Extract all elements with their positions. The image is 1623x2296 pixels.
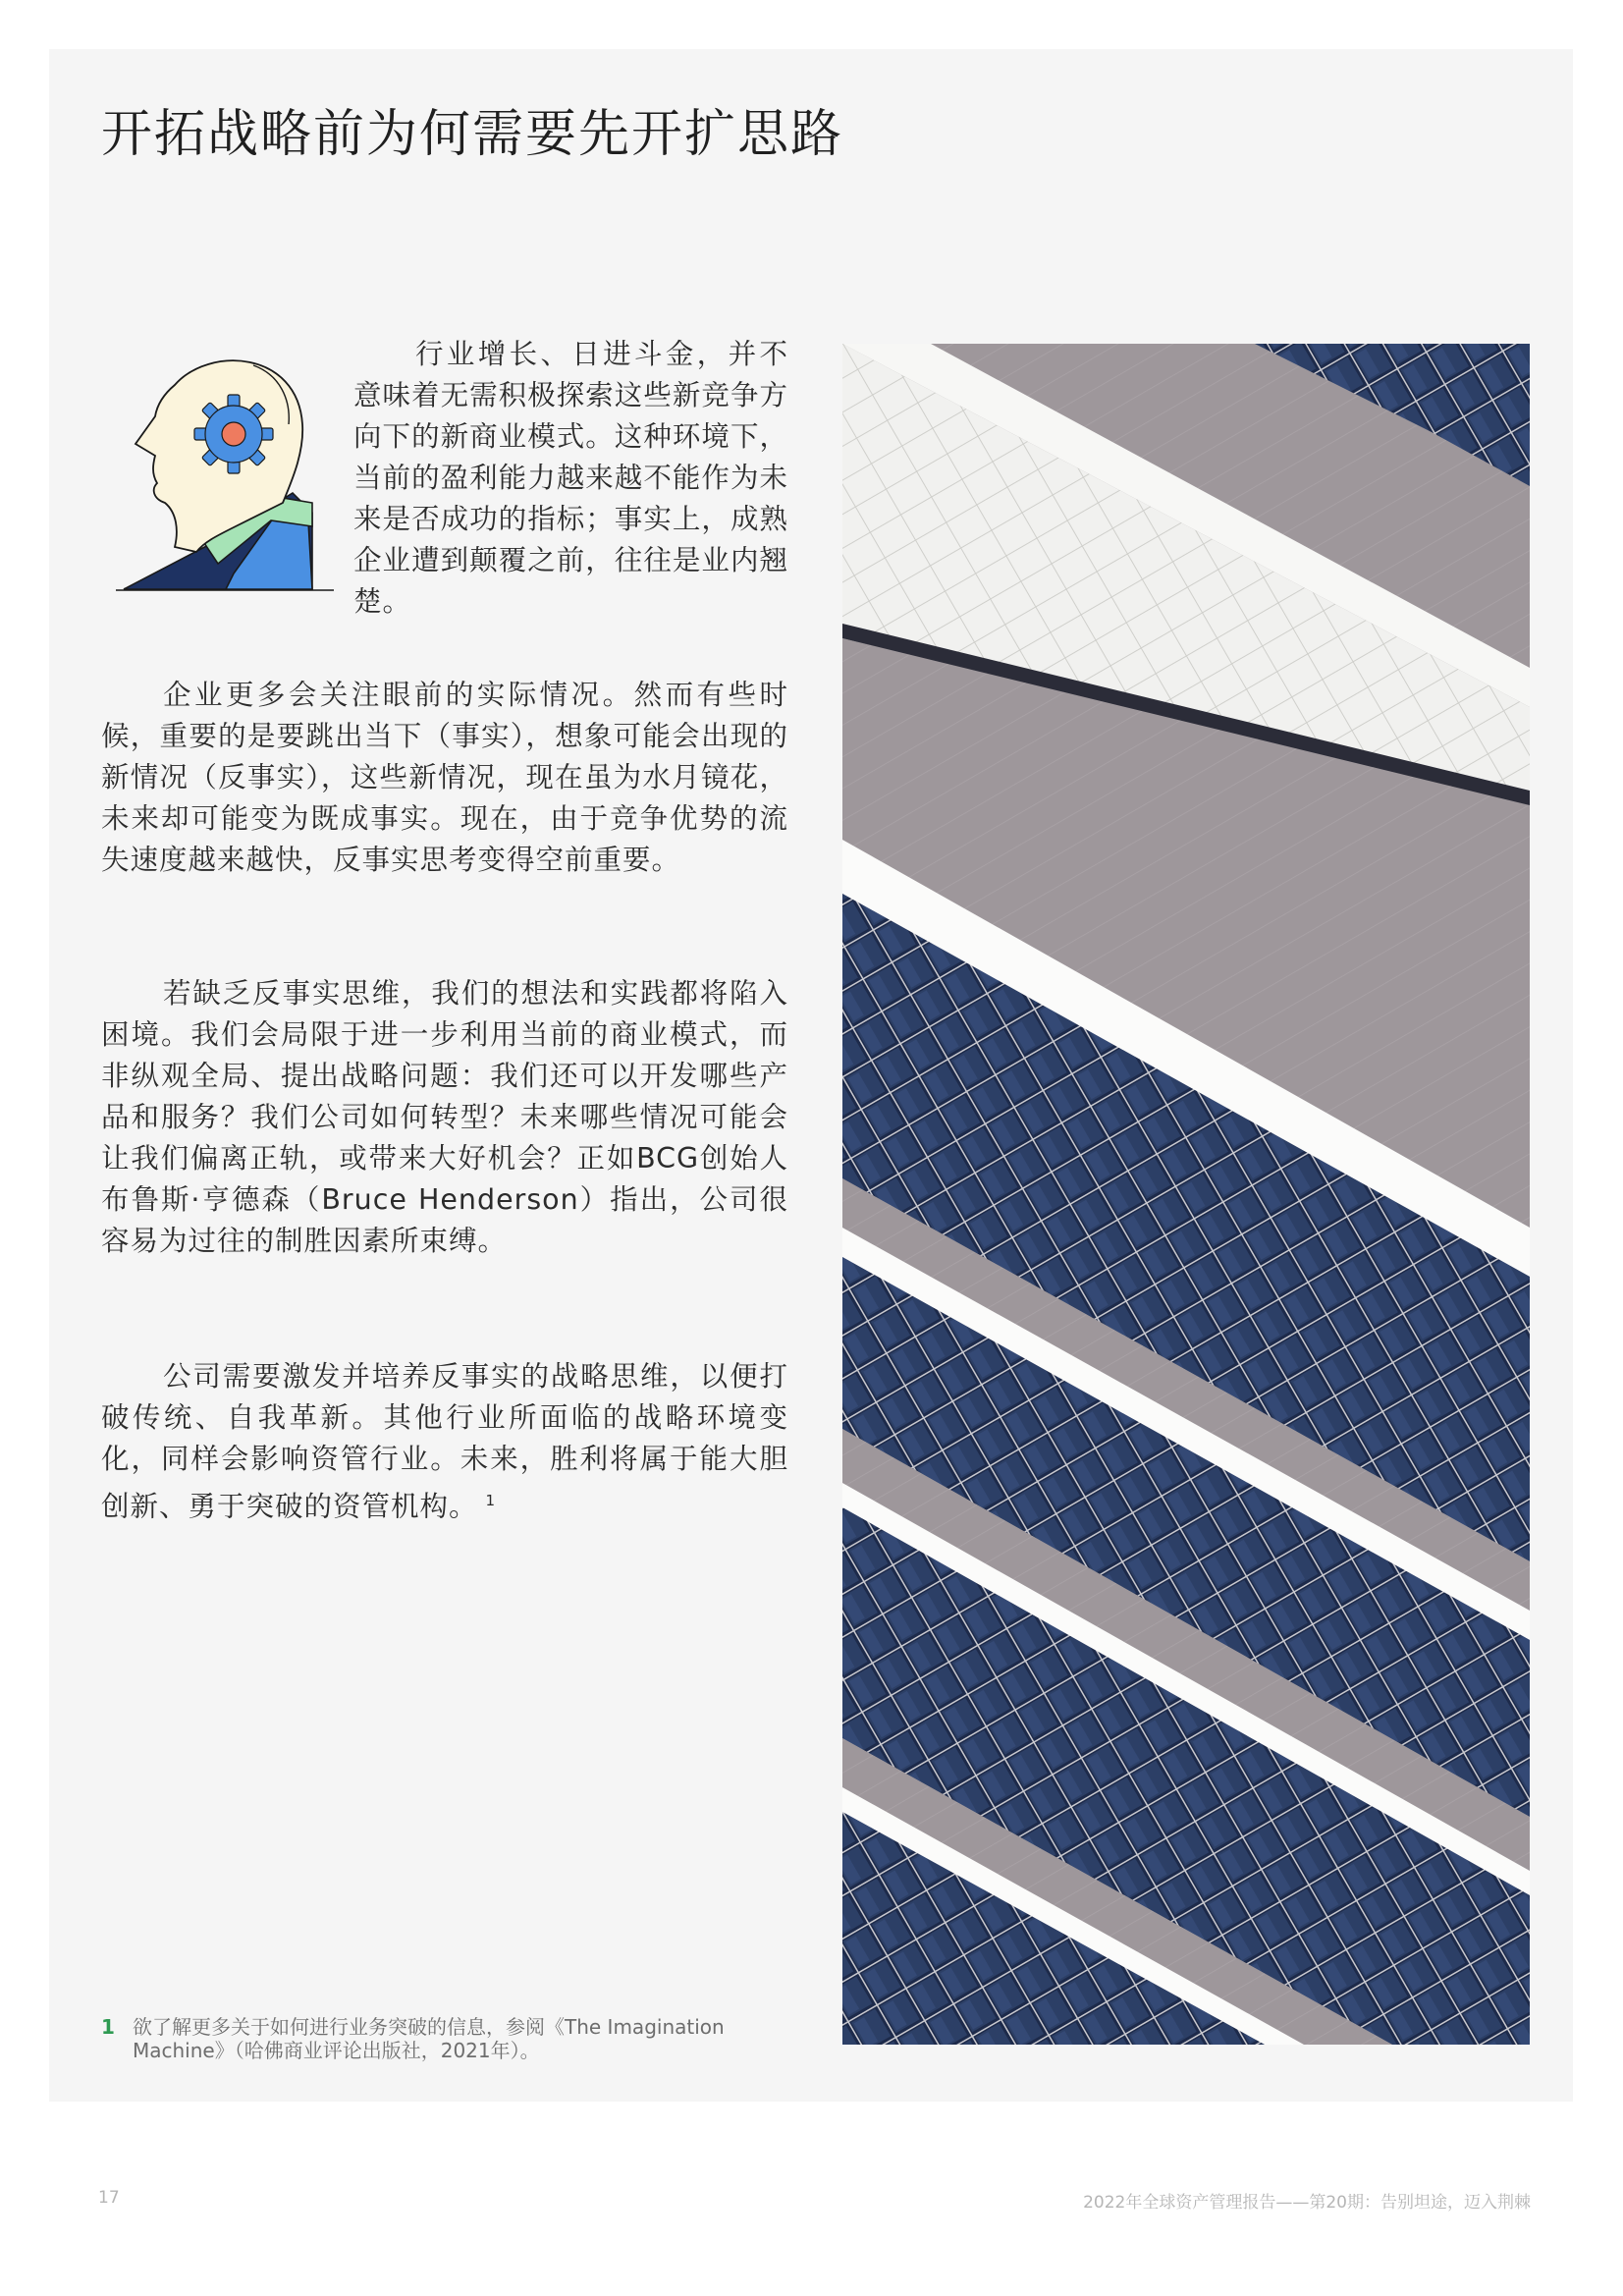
gear-icon	[194, 395, 273, 473]
building-facade-photo	[842, 344, 1530, 2045]
facade-svg	[842, 344, 1530, 2045]
page-title: 开拓战略前为何需要先开扩思路	[101, 105, 844, 164]
paragraph-1: 行业增长、日进斗金，并不意味着无需积极探索这些新竞争方向下的新商业模式。这种环境下，当前的盈利能力越来越不能作为未来是否成功的指标；事实上，成熟企业遭到颠覆之前，往往是业内翘楚。	[353, 338, 788, 618]
paragraph-4-text: 公司需要激发并培养反事实的战略思维，以便打破传统、自我革新。其他行业所面临的战略环境变化，同样会影响资管行业。未来，胜利将属于能大胆创新、勇于突破的资管机构。	[101, 1360, 788, 1523]
head-with-gear-icon	[116, 346, 334, 595]
paragraph-2: 企业更多会关注眼前的实际情况。然而有些时候，重要的是要跳出当下（事实），想象可能会出现的新情况（反事实），这些新情况，现在虽为水月镜花，未来却可能变为既成事实。现在，由于竞争优势的流失速度越来越快，反事实思考变得空前重要。	[101, 679, 788, 876]
paragraph-4	[101, 1356, 788, 1528]
paragraph-3: 若缺乏反事实思维，我们的想法和实践都将陷入困境。我们会局限于进一步利用当前的商业模式，而非纵观全局、提出战略问题：我们还可以开发哪些产品和服务？我们公司如何转型？未来哪些情况可能会让我们偏离正轨，或带来大好机会？正如BCG创始人布鲁斯·亨德森（Bruce Henderson）指出，公司很容易为过往的制胜因素所束缚。	[101, 977, 788, 1257]
running-footer: 2022年全球资产管理报告——第20期：告别坦途，迈入荆棘	[1083, 2193, 1531, 2213]
footnote-text: 欲了解更多关于如何进行业务突破的信息，参阅《The Imagination Machine》（哈佛商业评论出版社，2021年）。	[133, 2015, 725, 2062]
page-number: 17	[98, 2188, 120, 2208]
footnote-reference[interactable]: 1	[485, 1492, 497, 1509]
footnote-number: 1	[101, 2015, 115, 2039]
footnote	[101, 2015, 793, 2062]
